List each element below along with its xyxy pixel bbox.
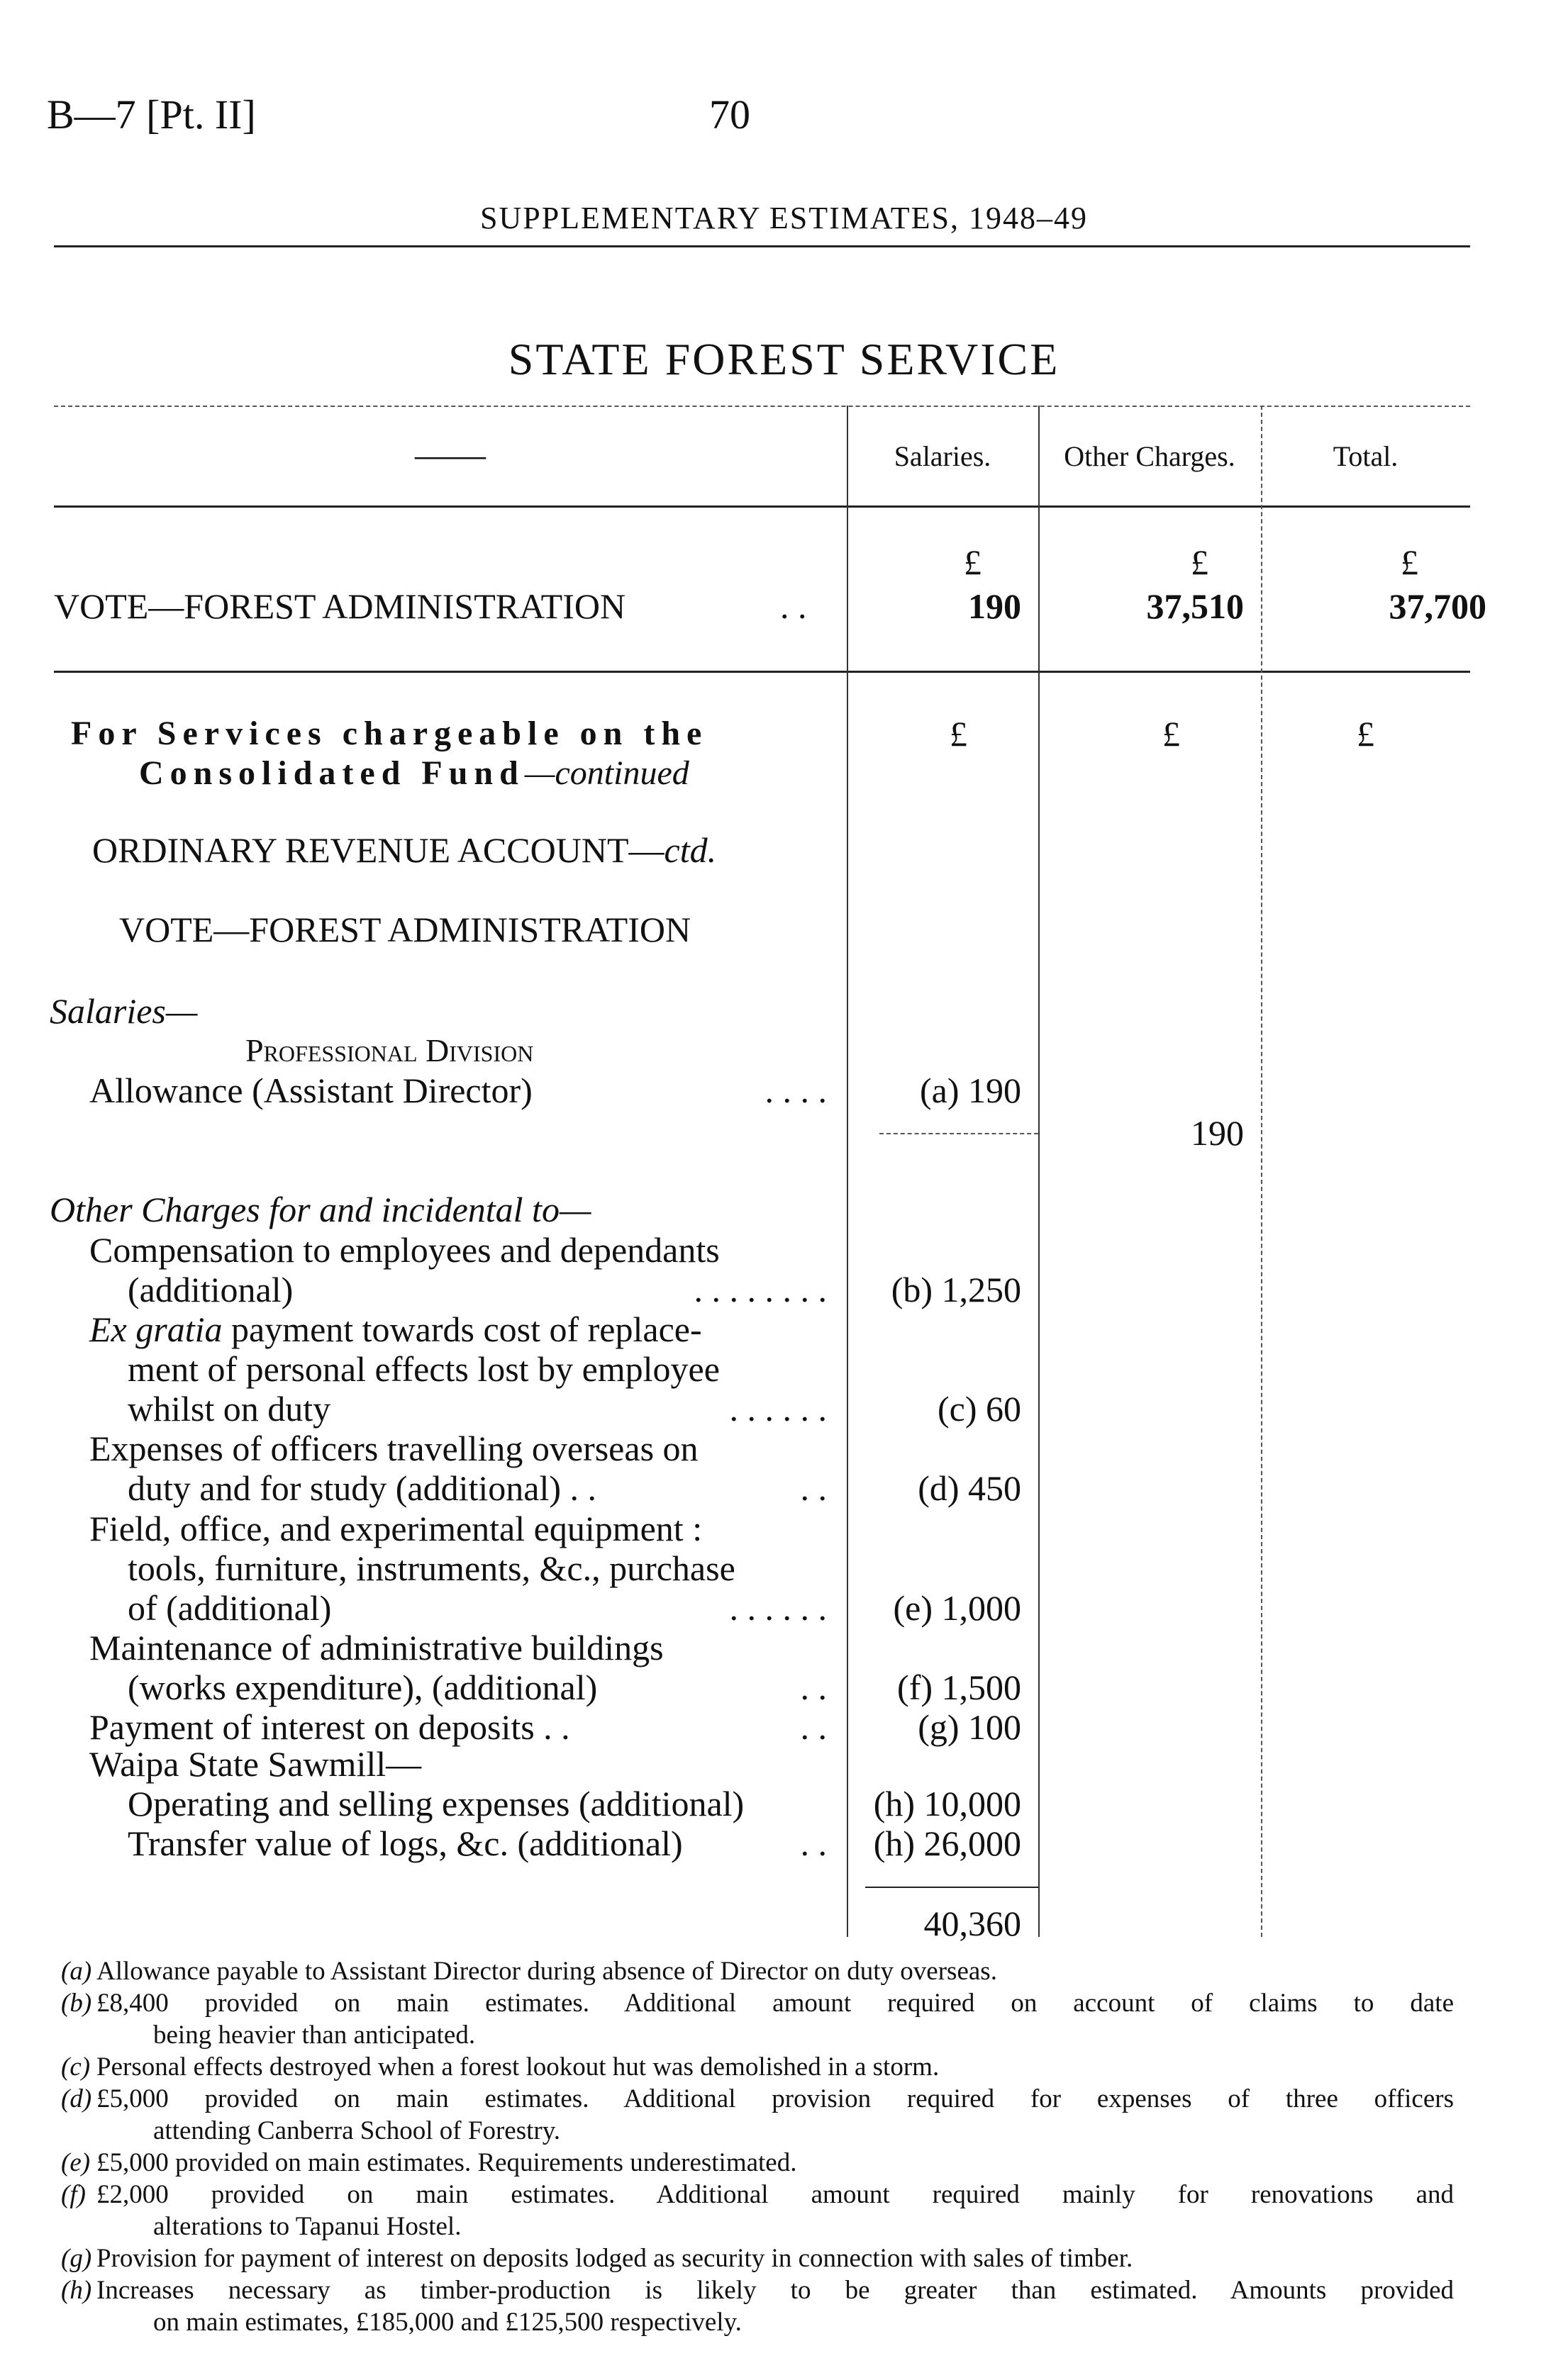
charge-item-line bbox=[54, 1707, 827, 1747]
footnote-text: Allowance payable to Assistant Director during absence of Director on duty overseas. bbox=[96, 1957, 997, 1986]
salaries-total: 190 bbox=[1191, 1113, 1244, 1153]
footnote-letter: (d) bbox=[61, 2084, 92, 2113]
currency-symbol: £ bbox=[950, 714, 967, 754]
running-title: SUPPLEMENTARY ESTIMATES, 1948–49 bbox=[479, 201, 1089, 235]
footnote-letter: (h) bbox=[61, 2276, 92, 2305]
allowance-row bbox=[54, 1071, 827, 1110]
charge-item-line bbox=[54, 1429, 827, 1468]
column-divider bbox=[1038, 406, 1040, 1937]
column-divider bbox=[1261, 406, 1262, 1937]
footnote-text: £2,000 provided on main estimates. Additional amount required mainly for renovations and bbox=[96, 2180, 1454, 2209]
footnote-text: Personal effects destroyed when a forest lookout hut was demolished in a storm. bbox=[96, 2052, 940, 2082]
footnote-text: attending Canberra School of Forestry. bbox=[153, 2116, 561, 2145]
charge-item-amount: (d) 450 bbox=[918, 1468, 1021, 1508]
vote-row-rule bbox=[54, 671, 1470, 673]
charge-item-text: Ex gratia payment towards cost of replace- bbox=[89, 1309, 702, 1349]
charge-item-line bbox=[54, 1468, 827, 1508]
charge-item-amount: (g) 100 bbox=[918, 1707, 1021, 1747]
charge-item-text: Maintenance of administrative buildings bbox=[89, 1628, 664, 1667]
vote-total-value: 37,700 bbox=[1389, 586, 1486, 626]
charge-item-line bbox=[54, 1509, 827, 1548]
footnote-text: £5,000 provided on main estimates. Requirements underestimated. bbox=[96, 2148, 797, 2177]
footnote-letter: (g) bbox=[61, 2244, 92, 2273]
footnote-letter: (c) bbox=[61, 2052, 91, 2082]
column-header-salaries: Salaries. bbox=[894, 440, 991, 472]
charge-item-text: duty and for study (additional) . . bbox=[128, 1468, 596, 1508]
other-charges-label: Other Charges for and incidental to— bbox=[50, 1190, 591, 1229]
charge-item-text: (works expenditure), (additional) bbox=[128, 1667, 598, 1707]
charge-item-amount: (c) 60 bbox=[938, 1389, 1021, 1429]
charge-item-text: whilst on duty bbox=[128, 1389, 331, 1429]
charge-item-line bbox=[54, 1588, 827, 1628]
currency-symbol: £ bbox=[1191, 542, 1208, 582]
subtotal-rule bbox=[879, 1133, 1038, 1134]
table-top-rule bbox=[54, 406, 1470, 407]
leader-dots: . . bbox=[780, 586, 807, 626]
column-header-blank: —— bbox=[415, 435, 486, 474]
section-title: STATE FOREST SERVICE bbox=[508, 334, 1060, 384]
leader-dots: . . . . bbox=[764, 1071, 827, 1110]
vote-other-charges-value: 37,510 bbox=[1146, 586, 1244, 626]
charge-item-amount: (h) 26,000 bbox=[873, 1823, 1021, 1863]
leader-dots: . . bbox=[800, 1468, 827, 1508]
section-heading-text: Consolidated Fund bbox=[139, 754, 525, 792]
charge-item-text: tools, furniture, instruments, &c., purchase bbox=[128, 1548, 735, 1588]
vote-salaries-value: 190 bbox=[968, 586, 1021, 626]
footnote-letter: (f) bbox=[61, 2180, 86, 2209]
charge-item-line bbox=[54, 1389, 827, 1429]
leader-dots: . . . . . . bbox=[729, 1389, 827, 1429]
footnote-letter: (e) bbox=[61, 2148, 91, 2177]
account-heading-text: ORDINARY REVENUE ACCOUNT— bbox=[92, 830, 665, 870]
charge-item-amount: (b) 1,250 bbox=[891, 1270, 1021, 1309]
footnote-text: on main estimates, £185,000 and £125,500 respectively. bbox=[153, 2308, 742, 2337]
division-label: Professional Division bbox=[245, 1032, 534, 1068]
table-header-rule bbox=[54, 505, 1470, 508]
charge-item-text: Transfer value of logs, &c. (additional) bbox=[128, 1823, 683, 1863]
footnote-letter: (a) bbox=[61, 1957, 92, 1986]
account-heading bbox=[92, 830, 716, 870]
currency-symbol: £ bbox=[1162, 714, 1180, 754]
section-heading: For Services chargeable on the bbox=[71, 715, 708, 752]
vote-heading: VOTE—FOREST ADMINISTRATION bbox=[119, 910, 691, 949]
charge-item-line bbox=[54, 1667, 827, 1707]
footnote-text: £5,000 provided on main estimates. Additional provision required for expenses of three officers bbox=[96, 2084, 1454, 2113]
salaries-label: Salaries— bbox=[50, 991, 198, 1031]
page-number: 70 bbox=[709, 91, 750, 138]
charge-item-text: Payment of interest on deposits . . bbox=[89, 1707, 570, 1747]
currency-symbol: £ bbox=[964, 542, 982, 582]
footnote-text: being heavier than anticipated. bbox=[153, 2021, 476, 2050]
charge-item-line bbox=[54, 1349, 827, 1389]
footnote-text: alterations to Tapanui Hostel. bbox=[153, 2212, 462, 2241]
charge-item-line bbox=[54, 1548, 827, 1588]
footnote-text: £8,400 provided on main estimates. Additional amount required on account of claims to date bbox=[96, 1989, 1454, 2018]
charge-item-text: Compensation to employees and dependants bbox=[89, 1230, 720, 1270]
charge-item-amount: (h) 10,000 bbox=[873, 1784, 1021, 1823]
document-reference: B—7 [Pt. II] bbox=[47, 91, 256, 138]
account-heading-suffix: ctd. bbox=[664, 830, 717, 870]
charge-item-line bbox=[54, 1628, 827, 1667]
currency-symbol: £ bbox=[1401, 542, 1418, 582]
charge-item-line bbox=[54, 1309, 827, 1349]
charge-item-text: ment of personal effects lost by employee bbox=[128, 1349, 720, 1389]
allowance-amount: (a) 190 bbox=[920, 1071, 1021, 1110]
header-rule bbox=[54, 245, 1470, 247]
charge-item-text: Field, office, and experimental equipment : bbox=[89, 1509, 703, 1548]
charge-item-text: of (additional) bbox=[128, 1588, 332, 1628]
charge-item-line bbox=[54, 1230, 827, 1270]
vote-row-label: VOTE—FOREST ADMINISTRATION bbox=[54, 586, 626, 626]
currency-symbol: £ bbox=[1357, 714, 1374, 754]
column-header-total: Total. bbox=[1333, 440, 1399, 472]
charge-item-amount: (e) 1,000 bbox=[893, 1588, 1021, 1628]
charge-item-line bbox=[54, 1784, 827, 1823]
leader-dots: . . bbox=[800, 1707, 827, 1747]
leader-dots: . . . . . . bbox=[729, 1588, 827, 1628]
other-charges-total: 40,360 bbox=[923, 1904, 1021, 1943]
charge-item-text: (additional) bbox=[128, 1270, 294, 1309]
section-heading-suffix: —continued bbox=[524, 754, 689, 792]
footnote-letter: (b) bbox=[61, 1989, 92, 2018]
charge-item-line bbox=[54, 1823, 827, 1863]
leader-dots: . . . . . . . . bbox=[694, 1270, 827, 1309]
allowance-label: Allowance (Assistant Director) bbox=[89, 1071, 533, 1110]
total-rule bbox=[865, 1887, 1038, 1888]
charge-item-text: Expenses of officers travelling overseas on bbox=[89, 1429, 699, 1468]
section-heading-2 bbox=[139, 754, 689, 793]
charge-item-amount: (f) 1,500 bbox=[897, 1667, 1021, 1707]
charge-item-line bbox=[54, 1270, 827, 1309]
charge-item-text: Waipa State Sawmill— bbox=[89, 1744, 422, 1784]
leader-dots: . . bbox=[800, 1823, 827, 1863]
footnote-text: Provision for payment of interest on deposits lodged as security in connection with sales of timber. bbox=[96, 2244, 1133, 2273]
charge-item-text: Operating and selling expenses (additional) bbox=[128, 1784, 745, 1823]
footnote-text: Increases necessary as timber-production is likely to be greater than estimated. Amounts provided bbox=[96, 2276, 1454, 2305]
charge-item-line bbox=[54, 1744, 827, 1784]
leader-dots: . . bbox=[800, 1667, 827, 1707]
column-header-other-charges: Other Charges. bbox=[1064, 440, 1235, 472]
